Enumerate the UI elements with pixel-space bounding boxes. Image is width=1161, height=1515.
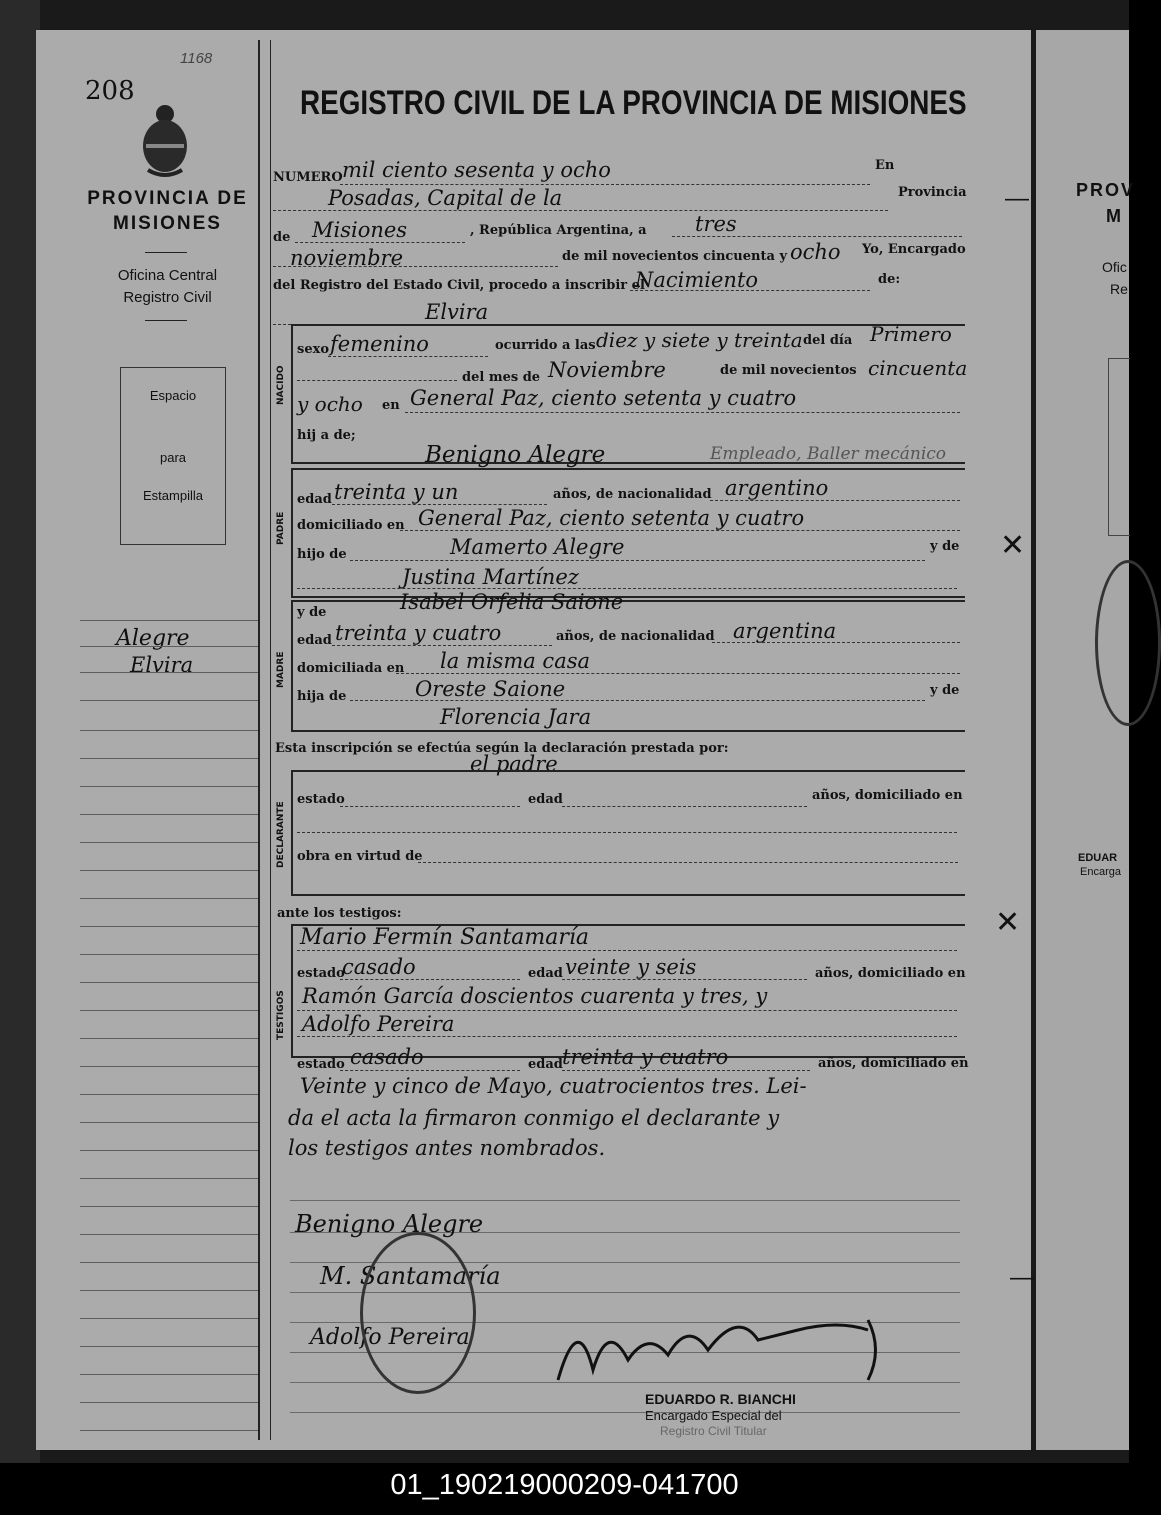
madre-yde-label: y de [297,605,327,620]
official-seal [360,1232,476,1394]
binding-stitch: ✕ [995,906,1021,939]
w2-edad-value: treinta y cuatro [562,1045,729,1069]
official-name: EDUARDO R. BIANCHI [645,1391,796,1407]
padre-yde-label: y de [930,539,960,554]
de2-label: de: [878,272,901,287]
madre-label: MADRE [276,651,286,688]
de-label: de [273,230,291,245]
en-born-label: en [382,398,400,413]
stamp-space-label-2: para [159,450,187,465]
right-page-misiones: M [1106,206,1121,226]
testigos-label: ante los testigos: [277,906,402,921]
witness1-name: Mario Fermín Santamaría [300,925,590,950]
province-heading-2: MISIONES [113,213,222,234]
w1-edad-value: veinte y seis [565,955,697,979]
coat-of-arms-icon [138,100,192,178]
day-born-value: Primero [870,322,952,346]
w1-dom-value: Ramón García doscientos cuarenta y tres, y [302,984,768,1008]
right-page-seal [1095,560,1161,726]
hijo-label: hijo de [297,547,347,562]
father-occupation: Empleado, Baller mecánico [710,444,947,464]
padre-mother-value: Justina Martínez [402,565,579,589]
right-page-province: PROV [1076,180,1136,200]
year-born-label: de mil novecientos [720,363,857,378]
folio-pencil: 1168 [180,50,213,67]
right-page-stamp-box [1108,358,1130,536]
numero-value: mil ciento sesenta y ocho [342,158,611,182]
office-heading-2: Registro Civil [123,289,212,306]
declarante-value: el padre [470,752,558,776]
madre-father-value: Oreste Saione [415,677,566,701]
margin-rule [258,40,260,1440]
nacido-label: NACIDO [276,365,286,405]
w1-estado-value: casado [342,955,416,979]
official-title-2: Registro Civil Titular [660,1424,767,1438]
padre-nac-value: argentino [725,476,829,500]
w1-edad-label: edad [528,966,563,981]
province-heading: PROVINCIA DE [87,188,248,209]
year-born-value: cincuenta [868,356,968,380]
sexo-value: femenino [330,332,429,356]
right-page-registro: Re [1110,281,1128,297]
dia-label: del día [803,333,853,348]
madre-edad-value: treinta y cuatro [335,621,502,645]
month-born-value: Noviembre [548,358,666,382]
madre-yde-label-2: y de [930,683,960,698]
madre-dom-value: la misma casa [440,649,591,673]
signature-witness1: M. Santamaría [320,1262,501,1290]
month-value: noviembre [290,246,403,270]
w2-dom-value: Veinte y cinco de Mayo, cuatrocientos tres. Lei- [300,1074,807,1098]
padre-edad-label: edad [297,492,332,507]
page-title: REGISTRO CIVIL DE LA PROVINCIA DE MISIONES [300,84,967,122]
hija-label: hij a de; [297,428,356,443]
padre-label: PADRE [276,511,286,545]
madre-dom-label: domiciliada en [297,661,405,676]
office-heading: Oficina Central [117,267,218,284]
adjacent-page [1036,30,1129,1450]
madre-nac-label: años, de nacionalidad [556,629,715,644]
binding-stitch: — [1005,185,1029,212]
year-born-value-2: y ocho [297,392,363,416]
right-page-stamp-name: EDUAR [1078,852,1118,864]
city-value: Posadas, Capital de la [328,186,563,210]
divider [145,252,187,253]
child-name: Elvira [425,300,489,324]
padre-nac-label: años, de nacionalidad [553,487,712,502]
w2-anos-label: años, domiciliado en [818,1056,969,1071]
madre-mother-value: Florencia Jara [440,705,592,729]
binding-stitch: ✕ [1000,529,1026,562]
encargado-label: Yo, Encargado [862,242,966,257]
margin-given-name: Elvira [130,653,194,677]
mother-name: Isabel Orfelia Saione [400,590,624,614]
margin-rule-2 [270,40,271,1440]
madre-nac-value: argentina [733,619,837,643]
declaracion-label: Esta inscripción se efectúa según la declaración prestada por: [275,741,729,756]
day-value: tres [695,212,737,236]
w2-estado-value: casado [350,1045,424,1069]
official-signature [548,1300,888,1400]
folio-number: 208 [85,76,135,106]
w1-estado-label: estado [297,966,345,981]
ocurrido-label: ocurrido a las [495,338,596,353]
w2-estado-label: estado [297,1057,345,1072]
witness2-name: Adolfo Pereira [302,1012,455,1036]
w1-anos-label: años, domiciliado en [815,966,966,981]
provincia-label: Provincia [898,185,967,200]
closing-line-2: los testigos antes nombrados. [288,1136,606,1160]
decl-anos-label: años, domiciliado en [812,788,963,803]
year-label: de mil novecientos cincuenta y [562,249,787,264]
mes-label: del mes de [462,370,541,385]
stamp-space-label-3: Estampilla [143,488,203,503]
image-id-footer: 01_190219000209-041700 [0,1463,1129,1515]
province-value: Misiones [312,218,408,242]
w2-edad-label: edad [528,1057,563,1072]
year-value: ocho [790,240,841,264]
padre-edad-value: treinta y un [334,480,459,504]
en-label: En [875,158,895,173]
official-title: Encargado Especial del [645,1408,782,1423]
margin-surname: Alegre [116,626,190,651]
act-value: Nacimiento [635,268,759,292]
numero-label: NUMERO [273,170,343,185]
signature-declarante: Benigno Alegre [295,1210,484,1238]
decl-edad-label: edad [528,792,563,807]
testigos-section-label: TESTIGOS [276,990,286,1040]
padre-father-value: Mamerto Alegre [450,535,625,559]
right-page-stamp-title: Encarga [1080,866,1121,878]
madre-edad-label: edad [297,633,332,648]
binding-stitch: — [1010,1264,1034,1291]
decl-estado-label: estado [297,792,345,807]
registro-label: del Registro del Estado Civil, procedo a inscribir el [273,278,645,293]
declarante-label: DECLARANTE [276,801,286,868]
madre-hija-label: hija de [297,689,347,704]
closing-line-1: da el acta la firmaron conmigo el declarante y [288,1106,780,1130]
time-value: diez y siete y treinta [596,328,803,352]
padre-dom-label: domiciliado en [297,518,405,533]
signature-witness2: Adolfo Pereira [310,1325,470,1350]
binding-edge [0,0,40,1463]
divider [145,320,187,321]
father-name: Benigno Alegre [425,442,606,468]
stamp-space-box [120,367,226,545]
sexo-label: sexo [297,342,330,357]
padre-dom-value: General Paz, ciento setenta y cuatro [418,506,805,530]
republica-label: , República Argentina, a [470,223,647,238]
right-page-office: Ofic [1102,259,1127,275]
place-value: General Paz, ciento setenta y cuatro [410,386,797,410]
stamp-space-label-1: Espacio [149,388,197,403]
obra-label: obra en virtud de [297,849,423,864]
